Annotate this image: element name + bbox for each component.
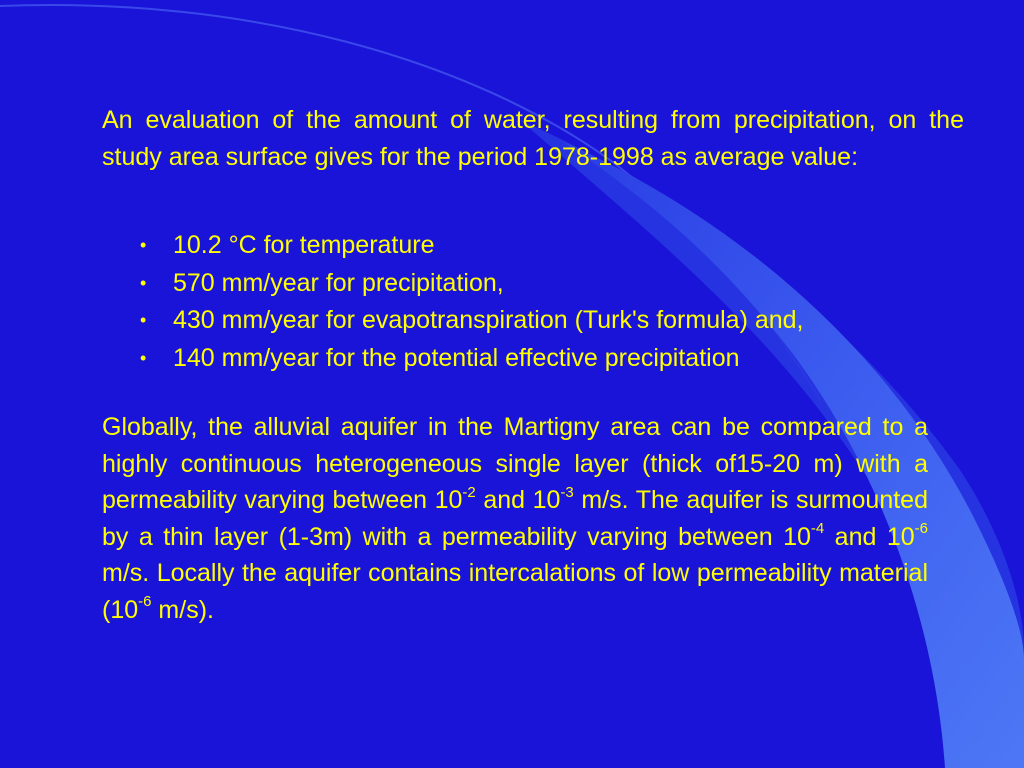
exponent: -4 bbox=[810, 520, 825, 538]
climate-values-list bbox=[140, 227, 804, 377]
exponent: -2 bbox=[462, 483, 476, 501]
bullet-icon: • bbox=[140, 310, 147, 330]
list-item-text: 10.2 °C for temperature bbox=[173, 231, 435, 259]
aquifer-text-4: and 10 bbox=[824, 522, 915, 551]
list-item-text: 430 mm/year for evapotranspiration (Turk's formula) and, bbox=[173, 306, 804, 334]
exponent: -3 bbox=[560, 483, 574, 501]
exponent: -6 bbox=[138, 593, 152, 611]
aquifer-paragraph bbox=[102, 409, 928, 628]
aquifer-text-3: m/s. The aquifer is surmounted by a thin layer (1-3m) with a permeability varying between 10 bbox=[102, 486, 928, 551]
list-item-text: 140 mm/year for the potential effective precipitation bbox=[173, 343, 740, 372]
intro-paragraph: An evaluation of the amount of water, resulting from precipitation, on the study area surface gives for the period 1978-1998 as average value: bbox=[102, 106, 964, 171]
bullet-icon: • bbox=[140, 272, 147, 293]
list-item bbox=[140, 227, 804, 265]
aquifer-text-1: Globally, the alluvial aquifer in the Martigny area can be compared to a highly continuous heterogeneous single layer (thick of15-20 m) with a permeability varying between 10 bbox=[102, 413, 928, 514]
list-item bbox=[140, 340, 804, 378]
bullet-icon: • bbox=[140, 235, 147, 255]
list-item-text: 570 mm/year for precipitation, bbox=[173, 268, 504, 297]
aquifer-text-2: and 10 bbox=[475, 486, 561, 514]
exponent: -6 bbox=[914, 520, 928, 538]
bullet-icon: • bbox=[140, 347, 147, 368]
aquifer-text-5: m/s. Locally the aquifer contains intercalations of low permeability material (10 bbox=[102, 559, 928, 624]
list-item bbox=[140, 302, 804, 340]
aquifer-text-6: m/s). bbox=[151, 595, 214, 624]
list-item bbox=[140, 265, 804, 303]
